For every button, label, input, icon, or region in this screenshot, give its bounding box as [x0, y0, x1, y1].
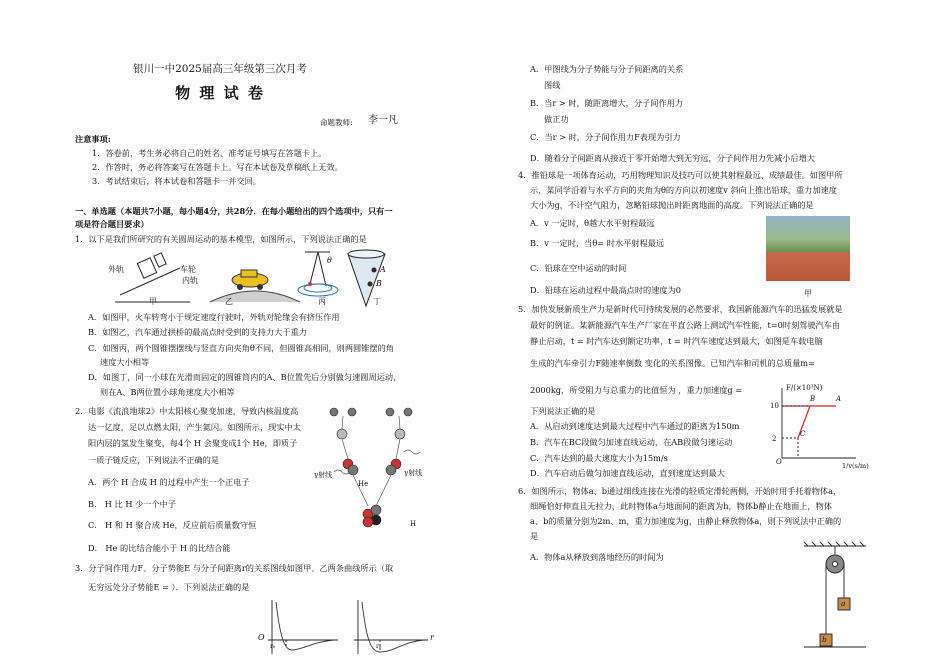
- graph-origin: O: [776, 458, 782, 466]
- gamma-label-left: γ射线: [314, 471, 333, 479]
- shot-put-photo: [766, 216, 850, 281]
- q5-option-c: C．汽车达到的最大速度大小为15m/s: [530, 453, 668, 463]
- label-wheel: 车轮: [180, 265, 196, 274]
- q1-option-d: D．如图丁，同一小球在光滑而固定的圆锥筒内的A、B位置先后分别做匀速圆周运动，: [88, 372, 402, 382]
- author-label: 命题教师:: [320, 118, 353, 127]
- q6-line4: 是: [530, 531, 539, 541]
- q6-line1: 6．如图所示，物体a、b通过细线连接在光滑的轻质定滑轮两侧，开始时用手托着物体a，: [518, 486, 842, 496]
- q4-line2: 示，某同学沿着与水平方向的夹角为θ的方向以初速度v 斜向上推出铅球，重力加速度: [530, 185, 837, 195]
- q5-line6: 下列说法正确的是: [530, 406, 596, 416]
- q6-line3: a、b的质量分别为2m、m，重力加速度为g，由静止释放物体a，则下列说法中正确的: [530, 516, 842, 526]
- r0-label-left: r₀: [270, 643, 276, 650]
- origin-label: O: [258, 633, 265, 642]
- r-label: r: [430, 633, 434, 642]
- conical-pendulum-diagram: [298, 252, 338, 296]
- section-title-l2: 项是符合题目要求）: [75, 219, 149, 229]
- photo-label: 甲: [804, 289, 812, 298]
- q5-option-b: B．汽车在BC段做匀加速直线运动，在AB段做匀速运动: [530, 437, 733, 447]
- q3-graphs: [262, 596, 442, 656]
- note-item: 3．考试结束后，将本试卷和答题卡一并交回。: [92, 176, 261, 186]
- q4-option-d: D．铅球在运动过程中最高点时的速度为0: [530, 285, 681, 295]
- point-a-label: A: [836, 395, 842, 403]
- author-name: 李一凡: [368, 115, 398, 126]
- y-tick-2: 2: [772, 435, 777, 443]
- q4-option-c: C．铅球在空中运动的时间: [530, 263, 627, 273]
- q5-line3: 静止启动，t = 时汽车达到额定功率，t = 时汽车速度达到最大，如图是车载电脑: [530, 336, 823, 346]
- label-theta: θ: [327, 256, 332, 265]
- rail-diagram: [115, 253, 190, 302]
- block-b-label: b: [822, 635, 827, 644]
- school-title: 银川一中2025届高三年级第三次月考: [133, 63, 307, 75]
- label-yi: 乙: [225, 297, 233, 306]
- q5-line4: 生成的汽车牵引力F随速率倒数 变化的关系图像。已知汽车和司机的总质量m=: [530, 358, 815, 368]
- q1-option-c: C．如图丙，两个圆锥摆摆线与竖直方向夹角θ不同，但圆锥高相同，则两圆锥摆的角: [88, 343, 394, 353]
- q1-figures: [100, 250, 390, 310]
- q3-line2: 无穷远处分子势能E = ）．下列说法正确的是: [88, 582, 250, 592]
- y-tick-10: 10: [770, 402, 779, 410]
- q4-line3: 大小为g，不计空气阻力，忽略铅球抛出时距离地面的高度。下列说法正确的是: [530, 200, 814, 210]
- label-bing: 丙: [318, 297, 326, 306]
- q5-option-d: D．汽车启动后做匀加速直线运动，直到速度达到最大: [530, 468, 725, 478]
- q2-option-a: A．两个 H 合成 H 的过程中产生一个正电子: [88, 477, 250, 487]
- q3-option-c: C．当r > 时，分子间作用力F表现为引力: [530, 132, 681, 142]
- q2-line3: 阳内层的氢发生聚变，每4个 H 会聚变成1个 He，即质子: [88, 438, 298, 448]
- label-B: B: [376, 279, 382, 288]
- car-bridge-diagram: [210, 270, 300, 302]
- label-ding: 丁: [373, 297, 381, 306]
- point-c-label: C: [800, 430, 806, 438]
- point-b-label: B: [810, 395, 816, 403]
- notes-heading: 注意事项:: [75, 134, 111, 144]
- x-axis-label: 1/v(s/m): [842, 462, 869, 470]
- q1-option-a: A．如图甲，火车转弯小于规定速度行驶时，外轨对轮缘会有挤压作用: [88, 312, 340, 322]
- note-item: 2．作答时，务必将答案写在答题卡上。写在本试卷及草稿纸上无效。: [92, 162, 343, 172]
- q3-option-a-cont: 图线: [544, 80, 561, 90]
- q1-option-c-cont: 速度大小相等: [100, 357, 150, 367]
- q5-line5: 2000kg，所受阻力与总重力的比值恒为 ，重力加速度g =: [530, 385, 743, 395]
- q3-option-b-cont: 做正功: [544, 114, 569, 124]
- h-label: H: [410, 520, 417, 528]
- y-axis-label: F/(×10³N): [786, 384, 823, 392]
- q5-option-a: A．从启动到速度达到最大过程中汽车通过的距离为150m: [530, 421, 740, 431]
- q2-line2: 达一亿度，足以点燃太阳，产生氦闪。如图所示，现实中太: [88, 422, 301, 432]
- q6-line2: 细绳恰好伸直且无拉力，此时物体a与地面间的距离为h，物体b静止在地面上，物体: [530, 501, 832, 511]
- q3-line1: 3．分子间作用力F、分子势能E 与分子间距离r的关系图线如图甲、乙两条曲线所示（取: [75, 563, 394, 573]
- q5-line2: 最好的例证。某新能源汽车生产厂家在平直公路上测试汽车性能，t=0时刻驾驶汽车由: [530, 320, 841, 330]
- page-title: 物 理 试 卷: [175, 84, 265, 102]
- q3-option-a: A．甲图线为分子势能与分子间距离的关系: [530, 64, 684, 74]
- q4-option-a: A．v 一定时，θ越大水平射程最远: [530, 218, 655, 228]
- gamma-label-right: γ射线: [404, 469, 423, 477]
- q5-line1: 5．加快发展新质生产力是新时代可持续发展的必然要求，我国新能源汽车的迅猛发展就是: [518, 304, 843, 314]
- q4-option-b: B．v 一定时，当θ= 时水平射程最远: [530, 238, 665, 248]
- q4-line1: 4．推铅球是一项体育运动，巧用物理知识及技巧可以使其射程最远、成绩最佳。如图甲所: [518, 170, 843, 180]
- q1-option-b: B．如图乙，汽车通过拱桥的最高点时受到的支持力大于重力: [88, 327, 307, 337]
- q1-stem: 1．以下是我们所研究的有关圆周运动的基本模型，如图所示，下列说法正确的是: [75, 234, 367, 244]
- label-jia: 甲: [149, 297, 157, 306]
- q2-option-d: D． He 的比结合能小于 H 的比结合能: [88, 543, 231, 553]
- label-A: A: [380, 265, 386, 274]
- q2-line4: 一质子链反应，下列说法不正确的是: [88, 455, 220, 465]
- note-item: 1．答卷前，考生务必将自己的姓名、准考证号填写在答题卡上。: [92, 148, 327, 158]
- q3-option-b: B．当r > 时，随距离增大，分子间作用力: [530, 98, 683, 108]
- q6-option-a: A．物体a从释放到落地经历的时间为: [530, 552, 664, 562]
- q2-option-c: C． H 和 H 聚合成 He，反应前后质量数守恒: [88, 520, 257, 530]
- q3-option-d: D．随着分子间距离从接近于零开始增大到无穷远，分子间作用力先减小后增大: [530, 153, 815, 163]
- q2-option-b: B． H 比 H 少一个中子: [88, 499, 177, 509]
- q1-option-d-cont: 则在A、B两位置小球角速度大小相等: [100, 387, 235, 397]
- pulley-diagram: [800, 544, 870, 654]
- section-title-l1: 一、单选题（本题共7小题，每小题4分，共28分．在每小题给出的四个选项中，只有一: [75, 206, 393, 216]
- block-a-label: a: [841, 599, 846, 608]
- he-label: He: [358, 480, 369, 488]
- r0-label-right: r₀: [376, 643, 382, 650]
- label-outer-rail: 外轨: [108, 265, 124, 274]
- label-inner-rail: 内轨: [182, 276, 198, 285]
- q2-line1: 2．电影《流浪地球2》中太阳核心聚变加速，导致内核温度高: [75, 406, 299, 416]
